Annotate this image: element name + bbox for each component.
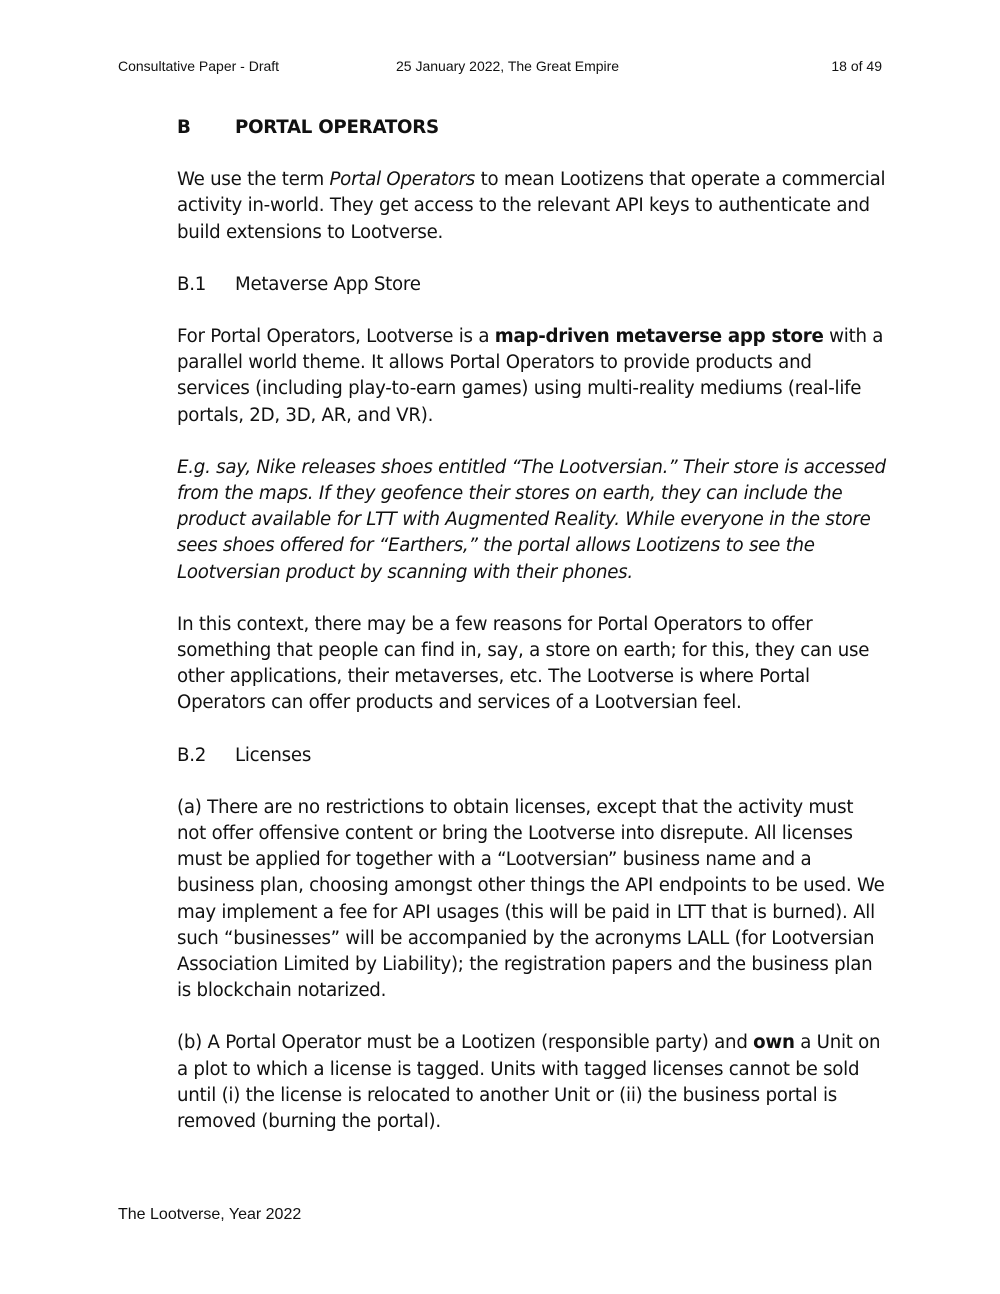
licenses-b-text-1: (b) A Portal Operator must be a Lootizen (responsible party) and xyxy=(177,1032,754,1054)
intro-text-1: We use the term xyxy=(177,169,330,191)
page-number: 18 of 49 xyxy=(831,58,882,74)
subsection-heading-b1 xyxy=(177,272,887,298)
subsection-number: B.1 xyxy=(177,273,207,295)
intro-paragraph xyxy=(177,167,887,246)
context-paragraph: In this context, there may be a few reasons for Portal Operators to offer something that people can find in, say, a store on earth; for this, they can use other applications, their metaverses, etc. The Lootverse is where Portal Operators can offer products and services of a Lootversian feel. xyxy=(177,613,870,714)
intro-italic-term: Portal Operators xyxy=(329,169,476,191)
subsection-number: B.2 xyxy=(177,744,207,766)
subsection-title: Licenses xyxy=(235,744,312,766)
subsection-title: Metaverse App Store xyxy=(235,273,421,295)
document-title: Consultative Paper - Draft xyxy=(118,58,280,74)
page-header xyxy=(0,58,1000,78)
app-store-bold-phrase: map-driven metaverse app store xyxy=(494,326,824,348)
licenses-paragraph-a: (a) There are no restrictions to obtain licenses, except that the activity must not offer offensive content or bring the Lootverse into disrepute. All licenses must be applied for together with a “Lootversian” business name and a business plan, choosing amongst other things the API endpoints to be used. We may implement a fee for API usages (this will be paid in LTT that is burned). All such “businesses” will be accompanied by the acronyms LALL (for Lootversian Association Limited by Liability); the registration papers and the business plan is blockchain notarized. xyxy=(177,796,885,1002)
intro-text-2: to mean Lootizens that operate a commercial activity in-world. They get access to the relevant API keys to authenticate and build extensions to Lootverse. xyxy=(177,169,886,243)
page-footer: The Lootverse, Year 2022 xyxy=(118,1206,302,1223)
section-title: PORTAL OPERATORS xyxy=(235,117,439,138)
licenses-paragraph-b xyxy=(177,1030,887,1135)
section-heading xyxy=(177,115,887,141)
licenses-b-text-2: a Unit on a plot to which a license is tagged. Units with tagged licenses cannot be sold until (i) the license is relocated to another Unit or (ii) the business portal is removed (burning the portal). xyxy=(177,1032,881,1133)
document-date-location: 25 January 2022, The Great Empire xyxy=(396,58,620,74)
document-body xyxy=(177,115,887,1161)
app-store-paragraph xyxy=(177,324,887,429)
section-number: B xyxy=(177,117,191,138)
example-paragraph: E.g. say, Nike releases shoes entitled “The Lootversian.” Their store is accessed from the maps. If they geofence their stores on earth, they can include the product available for LTT with Augmented Reality. While everyone in the store sees shoes offered for “Earthers,” the portal allows Lootizens to see the Lootversian product by scanning with their phones. xyxy=(177,456,886,583)
app-store-text-2: with a parallel world theme. It allows Portal Operators to provide products and services (including play-to-earn games) using multi-reality mediums (real-life portals, 2D, 3D, AR, and VR). xyxy=(177,326,884,426)
licenses-b-bold: own xyxy=(753,1032,795,1054)
subsection-heading-b2 xyxy=(177,743,887,769)
app-store-text-1: For Portal Operators, Lootverse is a xyxy=(177,326,495,348)
